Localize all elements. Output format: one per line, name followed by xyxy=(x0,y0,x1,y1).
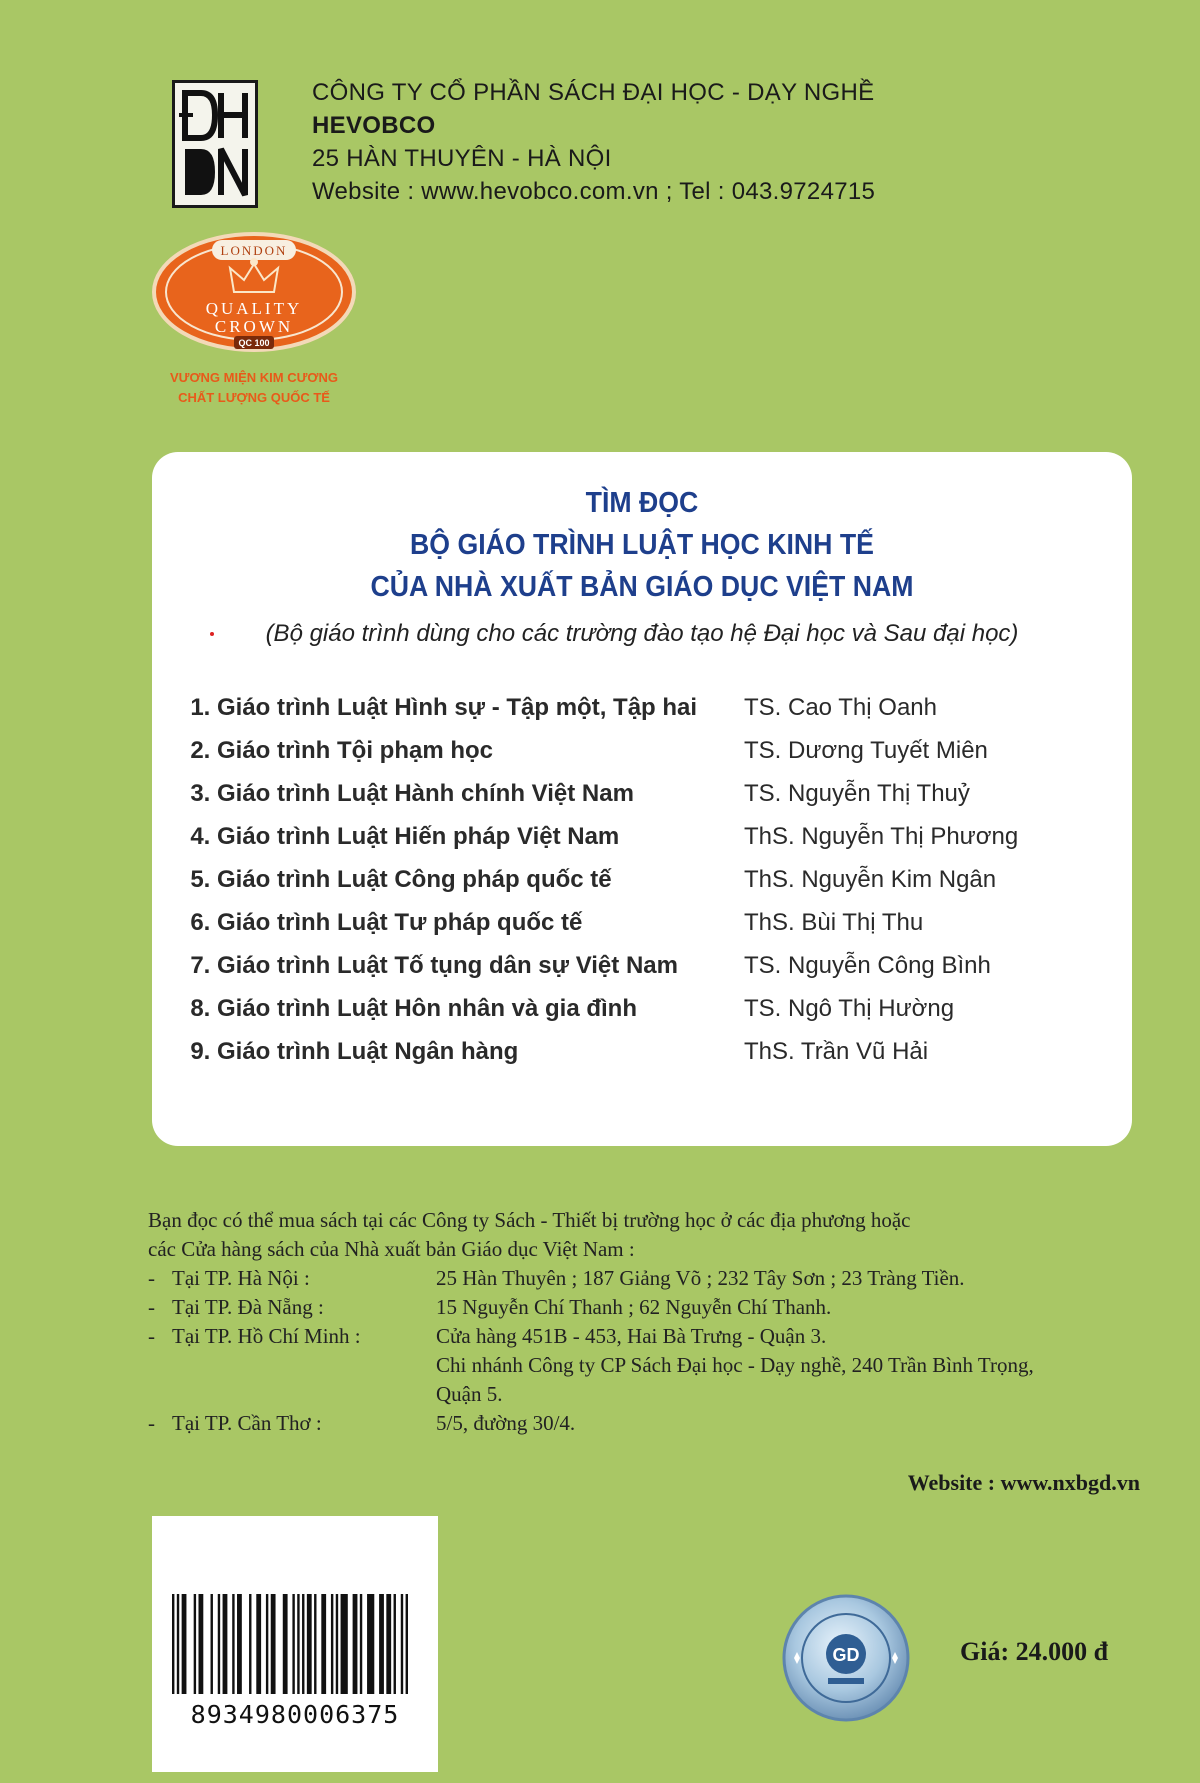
price: Giá: 24.000 đ xyxy=(960,1637,1109,1666)
book-title xyxy=(182,737,657,765)
nxb-website: Website : www.nxbgd.vn xyxy=(907,1470,1140,1495)
book-author: TS. Ngô Thị Hường xyxy=(744,995,955,1022)
barcode-bar xyxy=(237,1594,242,1694)
publisher-company: CÔNG TY CỔ PHẦN SÁCH ĐẠI HỌC - DẠY NGHỀ xyxy=(312,79,875,106)
barcode-bar xyxy=(297,1594,299,1694)
book-title xyxy=(182,823,657,851)
book-title xyxy=(182,952,678,980)
book-number: 8. xyxy=(190,995,211,1022)
book-number: 5. xyxy=(190,866,211,893)
book-number: 1. xyxy=(190,694,211,721)
book-title-text: Giáo trình Luật Ngân hàng xyxy=(217,1038,519,1065)
book-title-text: Giáo trình Tội phạm học xyxy=(217,737,493,764)
book-title xyxy=(182,866,657,894)
barcode-bar xyxy=(271,1594,276,1694)
barcode-bar xyxy=(367,1594,374,1694)
location-address: 15 Nguyễn Chí Thanh ; 62 Nguyễn Chí Thanh. xyxy=(436,1295,832,1319)
barcode-panel xyxy=(152,1516,438,1772)
barcode-bar xyxy=(307,1594,312,1694)
book-series-card xyxy=(152,452,1132,1146)
barcode-bar xyxy=(266,1594,268,1694)
book-author: TS. Dương Tuyết Miên xyxy=(744,737,988,764)
book-title xyxy=(182,694,698,722)
seal-text: GD xyxy=(832,1645,860,1665)
book-title-text: Giáo trình Luật Công pháp quốc tế xyxy=(217,866,612,893)
location-row xyxy=(148,1380,1138,1409)
location-row xyxy=(148,1322,1138,1351)
book-row xyxy=(182,1038,1102,1081)
quality-crown-badge xyxy=(150,230,358,354)
badge-line1: QUALITY xyxy=(205,299,303,318)
barcode-bar xyxy=(223,1594,228,1694)
book-number: 9. xyxy=(190,1038,211,1065)
barcode xyxy=(172,1594,408,1694)
book-number: 3. xyxy=(190,780,211,807)
book-number: 7. xyxy=(190,952,211,979)
badge-code: QC 100 xyxy=(238,338,270,348)
barcode-bar xyxy=(353,1594,358,1694)
barcode-bar xyxy=(218,1594,220,1694)
badge-top-text: LONDON xyxy=(220,243,288,258)
barcode-bar xyxy=(256,1594,261,1694)
location-city: Tại TP. Đà Nẵng : xyxy=(172,1295,324,1319)
publisher-address: 25 HÀN THUYÊN - HÀ NỘI xyxy=(312,145,612,172)
barcode-bar xyxy=(211,1594,213,1694)
location-city: Tại TP. Hà Nội : xyxy=(172,1266,310,1290)
location-row xyxy=(148,1293,1138,1322)
book-title-text: Giáo trình Luật Tư pháp quốc tế xyxy=(217,909,583,936)
book-number: 2. xyxy=(190,737,211,764)
award-caption-line2: CHẤT LƯỢNG QUỐC TẾ xyxy=(178,390,330,405)
location-city: Tại TP. Hồ Chí Minh : xyxy=(172,1324,361,1348)
book-row xyxy=(182,909,1102,952)
gd-hologram-seal xyxy=(780,1592,912,1724)
book-title-text: Giáo trình Luật Hành chính Việt Nam xyxy=(217,780,634,807)
dh-logo-mark xyxy=(175,83,255,205)
where-to-buy xyxy=(148,1206,1138,1438)
book-title-text: Giáo trình Luật Hình sự - Tập một, Tập hai xyxy=(217,694,698,721)
barcode-bar xyxy=(314,1594,316,1694)
book-row xyxy=(182,694,1102,737)
book-author: TS. Nguyễn Thị Thuỷ xyxy=(744,780,970,807)
barcode-bar xyxy=(394,1594,396,1694)
location-dash: - xyxy=(148,1411,155,1435)
award-caption-line1: VƯƠNG MIỆN KIM CƯƠNG xyxy=(170,370,338,385)
badge-line2: CROWN xyxy=(214,317,294,336)
location-row xyxy=(148,1409,1138,1438)
award-caption xyxy=(150,368,358,408)
buy-intro-line1: Bạn đọc có thể mua sách tại các Công ty Sách - Thiết bị trường học ở các địa phương hoặc xyxy=(148,1208,911,1232)
barcode-bar xyxy=(182,1594,187,1694)
book-number: 4. xyxy=(190,823,211,850)
barcode-bar xyxy=(177,1594,179,1694)
book-author: ThS. Nguyễn Kim Ngân xyxy=(744,866,997,893)
barcode-bar xyxy=(360,1594,362,1694)
location-dash: - xyxy=(148,1295,155,1319)
book-list xyxy=(182,694,1102,1081)
publisher-brand: HEVOBCO xyxy=(312,112,436,139)
book-title xyxy=(182,995,657,1023)
barcode-bar xyxy=(292,1594,294,1694)
book-row xyxy=(182,823,1102,866)
book-row xyxy=(182,780,1102,823)
location-row xyxy=(148,1351,1138,1380)
book-author: TS. Nguyễn Công Bình xyxy=(744,952,991,979)
location-address: Chi nhánh Công ty CP Sách Đại học - Dạy nghề, 240 Trần Bình Trọng, xyxy=(436,1353,1034,1377)
publisher-contact: Website : www.hevobco.com.vn ; Tel : 043.9724715 xyxy=(312,178,876,205)
book-title xyxy=(182,1038,657,1066)
location-dash: - xyxy=(148,1324,155,1348)
barcode-bar xyxy=(379,1594,384,1694)
barcode-bar xyxy=(321,1594,326,1694)
barcode-bar xyxy=(172,1594,174,1694)
publisher-info xyxy=(312,76,875,208)
book-author: ThS. Nguyễn Thị Phương xyxy=(744,823,1019,850)
book-author: ThS. Bùi Thị Thu xyxy=(744,909,924,936)
card-heading-line2: BỘ GIÁO TRÌNH LUẬT HỌC KINH TẾ xyxy=(410,529,874,561)
barcode-bar xyxy=(406,1594,408,1694)
barcode-bar xyxy=(283,1594,288,1694)
barcode-bar xyxy=(341,1594,348,1694)
publisher-logo xyxy=(172,80,258,208)
book-author: ThS. Trần Vũ Hải xyxy=(744,1038,929,1065)
barcode-bar xyxy=(401,1594,403,1694)
barcode-bar xyxy=(198,1594,203,1694)
barcode-bar xyxy=(302,1594,304,1694)
location-dash: - xyxy=(148,1266,155,1290)
card-heading-line1: TÌM ĐỌC xyxy=(585,487,699,519)
card-heading-line3: CỦA NHÀ XUẤT BẢN GIÁO DỤC VIỆT NAM xyxy=(370,571,914,603)
book-author: TS. Cao Thị Oanh xyxy=(744,694,937,721)
location-address: Quận 5. xyxy=(436,1382,503,1406)
barcode-digits: 8934980006375 xyxy=(190,1700,400,1729)
location-city: Tại TP. Cần Thơ : xyxy=(172,1411,322,1435)
location-list xyxy=(148,1264,1138,1438)
location-address: 5/5, đường 30/4. xyxy=(436,1411,576,1435)
location-row xyxy=(148,1264,1138,1293)
book-row xyxy=(182,952,1102,995)
book-row xyxy=(182,866,1102,909)
buy-intro-line2: các Cửa hàng sách của Nhà xuất bản Giáo dục Việt Nam : xyxy=(148,1237,635,1261)
book-title-text: Giáo trình Luật Tố tụng dân sự Việt Nam xyxy=(217,952,678,979)
book-row xyxy=(182,737,1102,780)
location-address: Cửa hàng 451B - 453, Hai Bà Trưng - Quận 3. xyxy=(436,1324,827,1348)
barcode-bar xyxy=(386,1594,391,1694)
location-address: 25 Hàn Thuyên ; 187 Giảng Võ ; 232 Tây Sơn ; 23 Tràng Tiền. xyxy=(436,1266,965,1290)
barcode-bar xyxy=(232,1594,234,1694)
book-title-text: Giáo trình Luật Hôn nhân và gia đình xyxy=(217,995,637,1022)
barcode-bar xyxy=(194,1594,196,1694)
card-subtitle: (Bộ giáo trình dùng cho các trường đào tạo hệ Đại học và Sau đại học) xyxy=(265,620,1019,647)
barcode-bar xyxy=(336,1594,338,1694)
book-title xyxy=(182,780,657,808)
book-number: 6. xyxy=(190,909,211,936)
barcode-bar xyxy=(249,1594,251,1694)
barcode-bar xyxy=(331,1594,333,1694)
book-title xyxy=(182,909,657,937)
card-heading xyxy=(152,482,1132,608)
book-title-text: Giáo trình Luật Hiến pháp Việt Nam xyxy=(217,823,620,850)
book-row xyxy=(182,995,1102,1038)
